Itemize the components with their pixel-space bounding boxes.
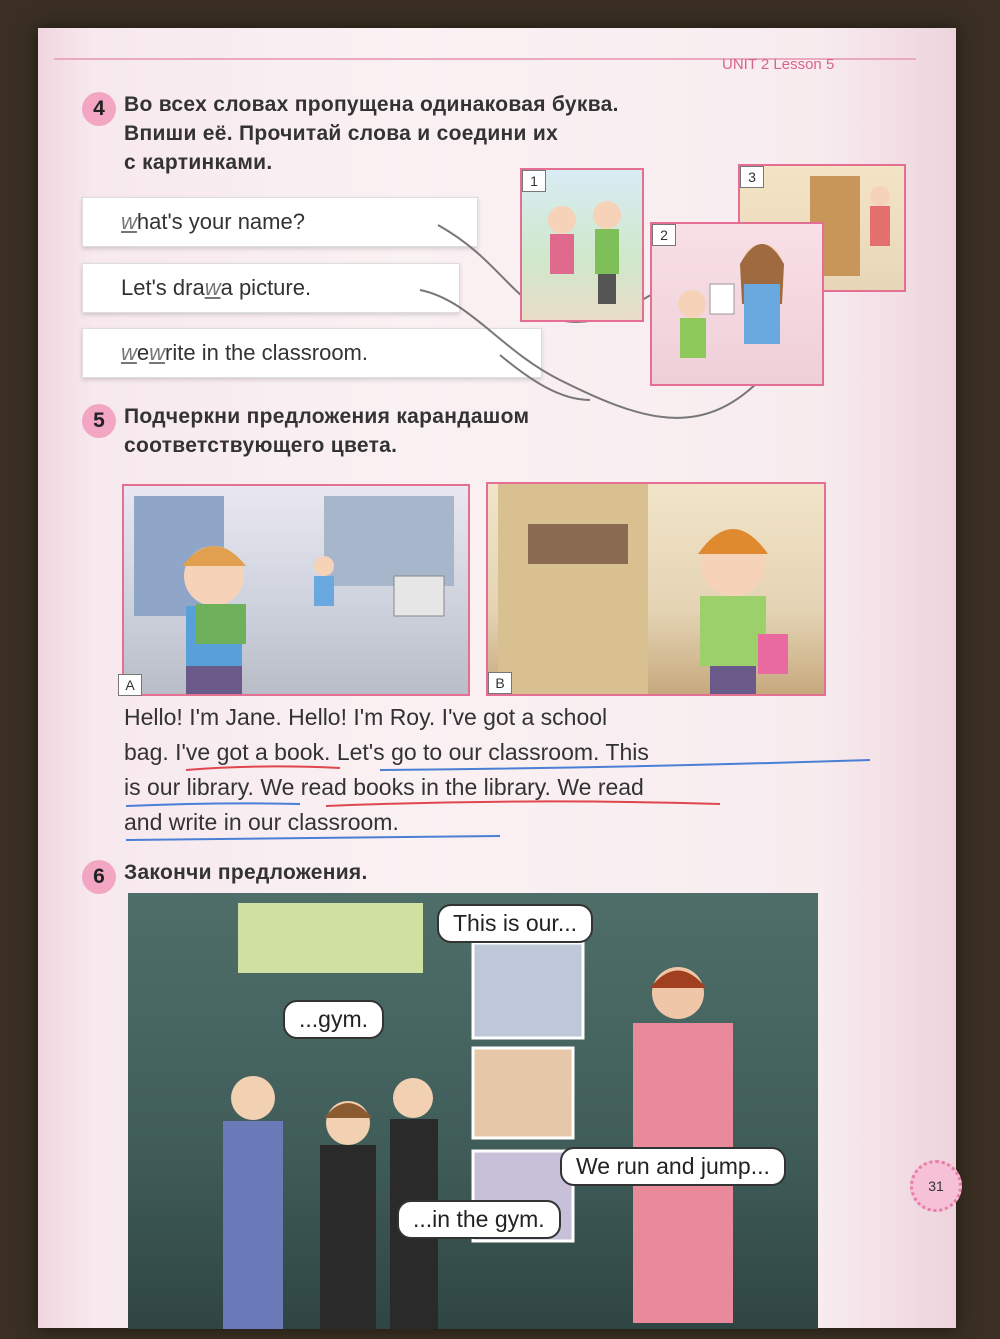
filled-letter: w	[121, 340, 137, 365]
sentence-middle: e	[136, 340, 150, 365]
task-5-line-2: соответствующего цвета.	[124, 434, 398, 457]
speech-bubble-run-jump: We run and jump...	[560, 1147, 786, 1186]
task-5-line-1: Подчеркни предложения карандашом	[124, 405, 530, 428]
story-line-3: is our library. We read books in the library. We read	[124, 774, 644, 800]
task-4-line-2: Впиши её. Прочитай слова и соедини их	[124, 122, 559, 145]
classroom-photo-scene	[128, 893, 818, 1329]
picture-1-label: 1	[522, 170, 546, 192]
sentence-prefix: Let's dra	[121, 275, 205, 300]
speech-bubble-gym: ...gym.	[283, 1000, 384, 1039]
filled-letter: w	[204, 275, 221, 300]
filled-letter: w	[121, 209, 137, 234]
sentence-suffix: rite in the classroom.	[165, 340, 368, 365]
picture-2-label: 2	[652, 224, 676, 246]
sentence-suffix: a picture.	[220, 275, 312, 300]
page-number: 31	[928, 1178, 944, 1194]
picture-b-label: B	[488, 672, 512, 694]
sentence-text: hat's your name?	[136, 209, 305, 234]
story-line-1: Hello! I'm Jane. Hello! I'm Roy. I've got a school	[124, 704, 608, 730]
story-line-2: bag. I've got a book. Let's go to our classroom. This	[124, 739, 649, 765]
picture-a-label: A	[118, 674, 142, 696]
task-4-number: 4	[82, 92, 116, 126]
page-number-flower	[910, 1160, 962, 1212]
classroom-photo	[128, 893, 818, 1329]
filled-letter: w	[149, 340, 166, 365]
task-4-line-3: с картинками.	[124, 151, 273, 174]
task-5-number: 5	[82, 404, 116, 438]
task-4-line-1: Во всех словах пропущена одинаковая буква.	[124, 93, 619, 116]
speech-bubble-this-is-our: This is our...	[437, 904, 593, 943]
task-6-instruction: Закончи предложения.	[124, 861, 368, 884]
story-line-4: and write in our classroom.	[124, 809, 399, 835]
unit-lesson-header: UNIT 2 Lesson 5	[722, 56, 835, 73]
task-6-number: 6	[82, 860, 116, 894]
speech-bubble-in-the-gym: ...in the gym.	[397, 1200, 561, 1239]
picture-3-label: 3	[740, 166, 764, 188]
